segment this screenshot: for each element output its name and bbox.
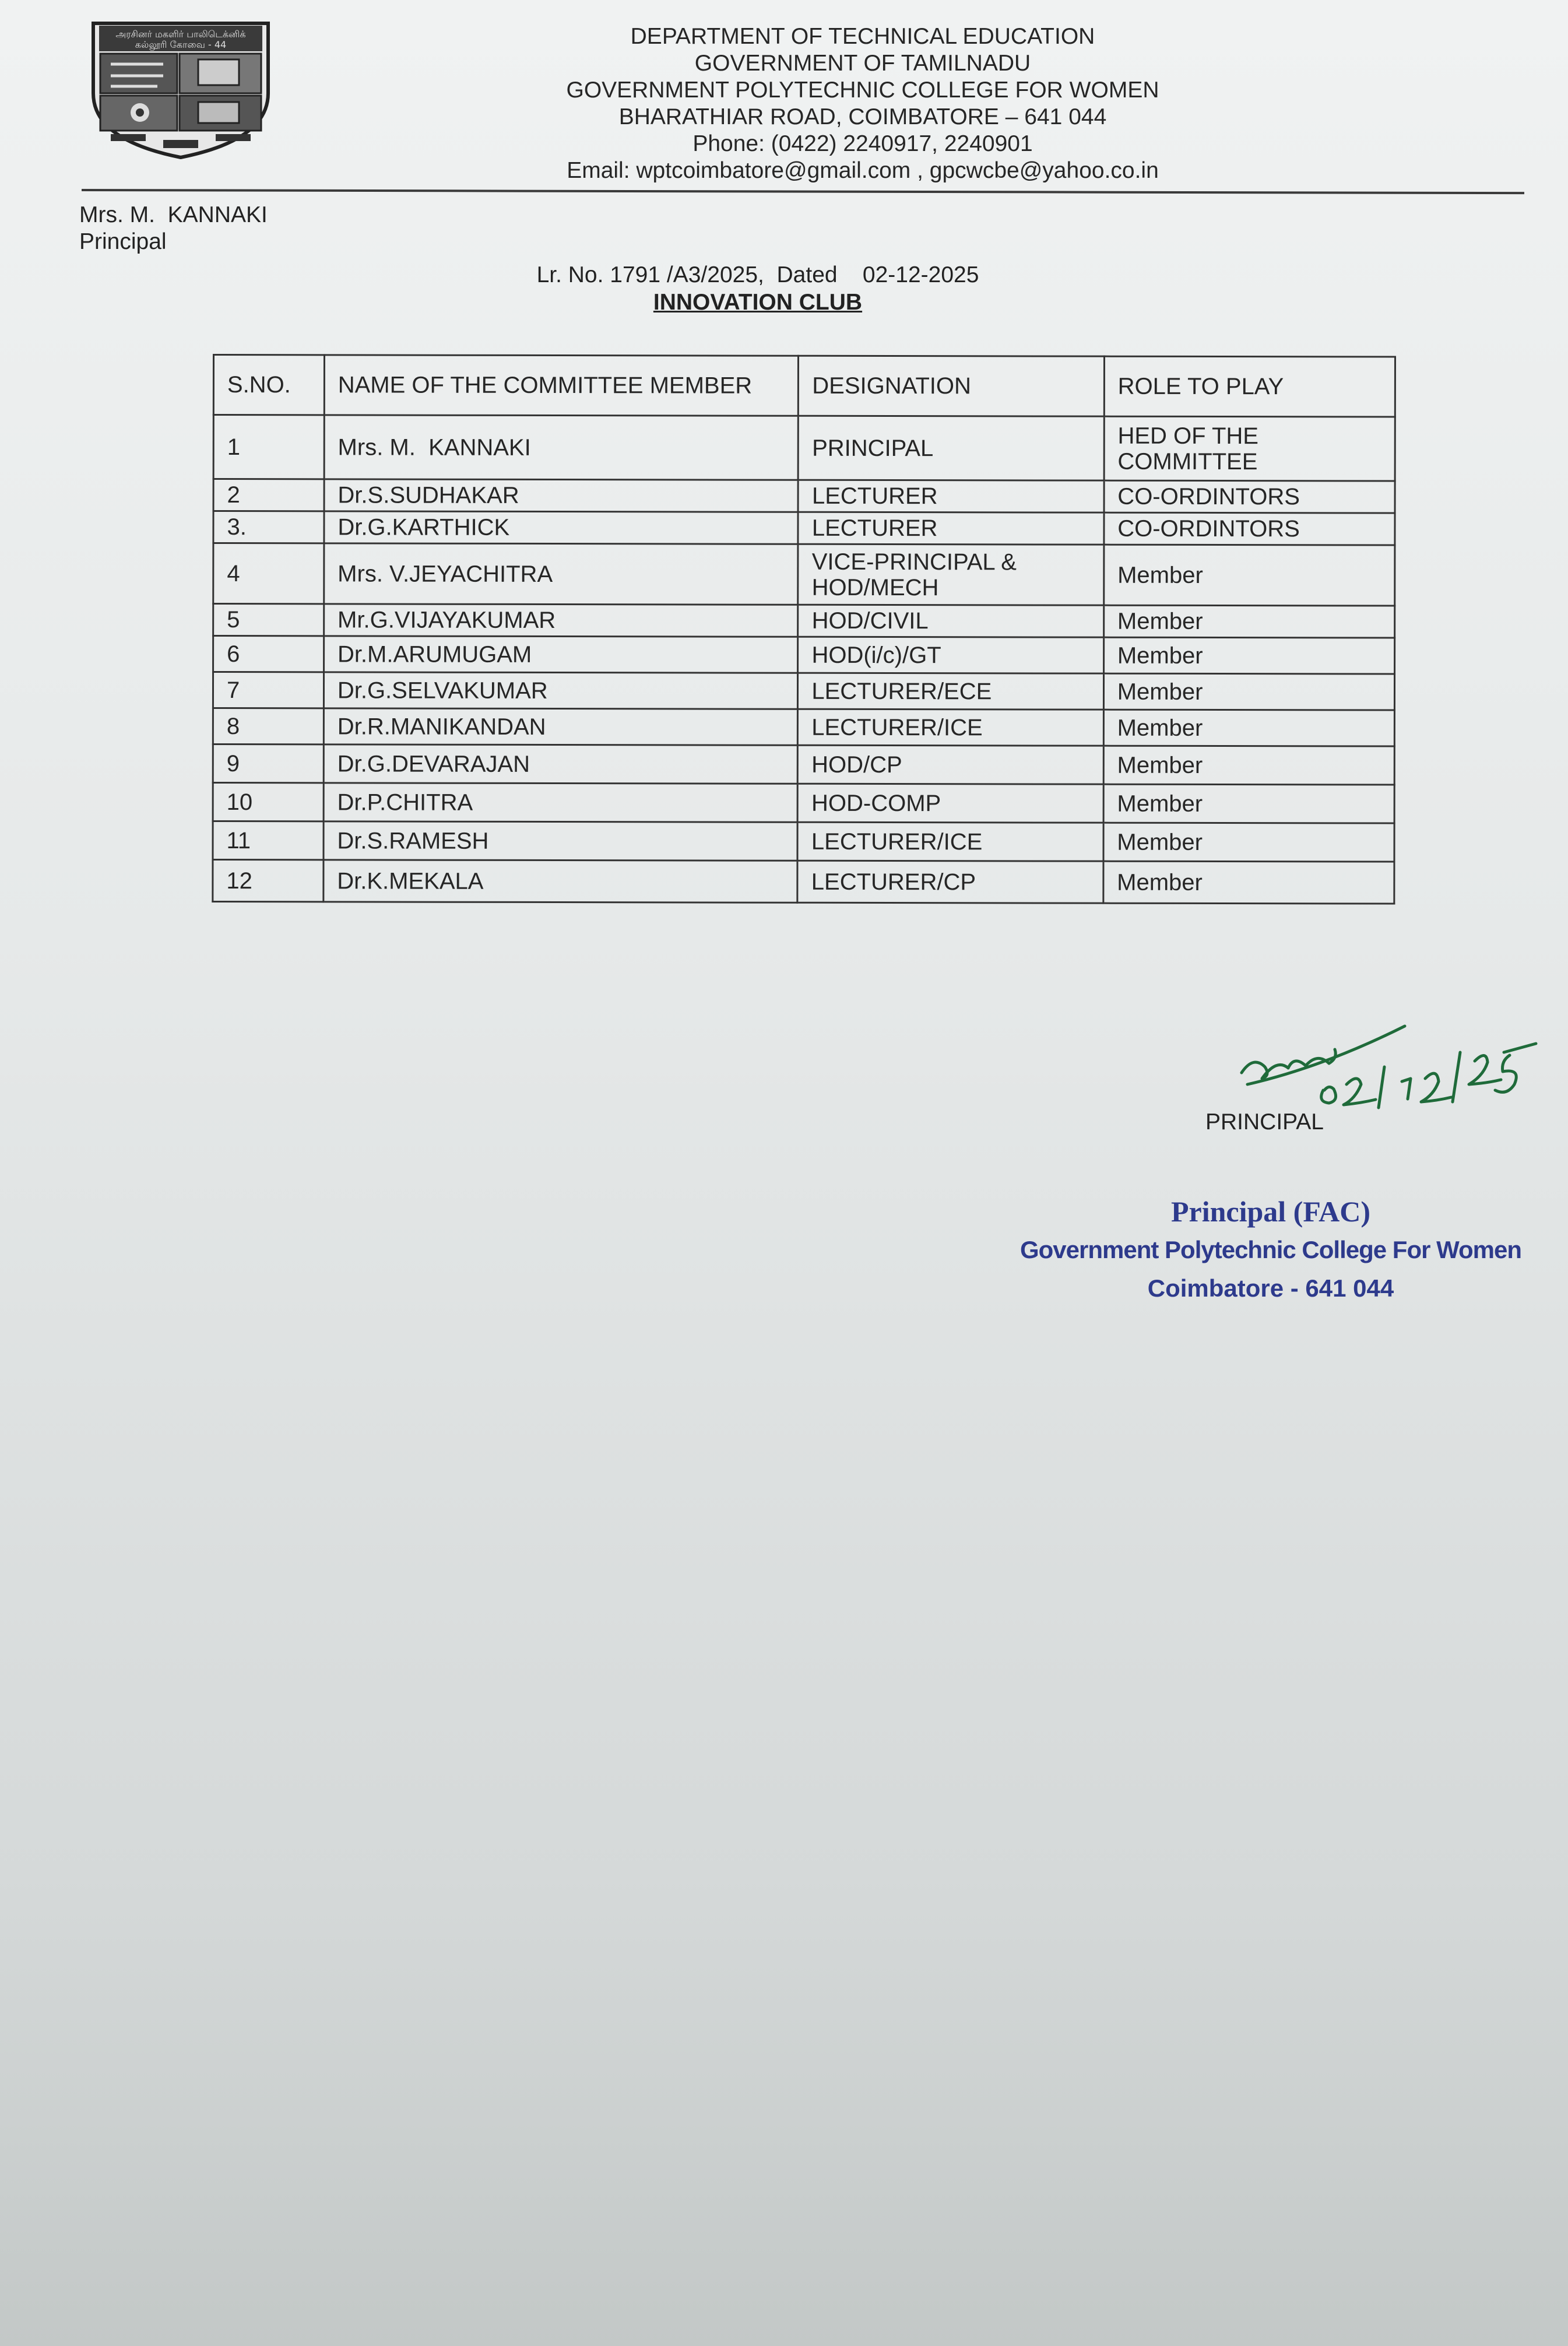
row-serial-number: 7 <box>213 672 324 708</box>
row-role: HED OF THE COMMITTEE <box>1104 416 1395 481</box>
row-member-name: Dr.G.DEVARAJAN <box>324 744 798 784</box>
sender-title: Principal <box>79 229 167 254</box>
column-header: DESIGNATION <box>799 356 1105 416</box>
row-serial-number: 5 <box>213 604 324 636</box>
row-designation: LECTURER/CP <box>797 861 1103 903</box>
row-serial-number: 8 <box>213 708 324 744</box>
department-name: DEPARTMENT OF TECHNICAL EDUCATION <box>630 24 1095 49</box>
column-header: NAME OF THE COMMITTEE MEMBER <box>324 355 799 416</box>
row-serial-number: 11 <box>213 821 324 860</box>
stamp-college: Government Polytechnic College For Women <box>1019 1236 1522 1263</box>
row-serial-number: 10 <box>213 783 324 821</box>
svg-text:கல்லூரி கோவை - 44: கல்லூரி கோவை - 44 <box>135 39 227 50</box>
college-name: GOVERNMENT POLYTECHNIC COLLEGE FOR WOMEN <box>566 78 1159 103</box>
row-serial-number: 6 <box>213 636 324 672</box>
row-serial-number: 1 <box>213 415 324 479</box>
row-member-name: Dr.S.SUDHAKAR <box>324 479 799 512</box>
row-member-name: Mrs. V.JEYACHITRA <box>324 543 799 605</box>
row-designation: HOD(i/c)/GT <box>798 637 1103 673</box>
row-role: Member <box>1103 710 1394 746</box>
row-designation: LECTURER/ICE <box>797 822 1103 861</box>
row-serial-number: 2 <box>213 479 324 511</box>
table-row <box>213 479 1395 514</box>
table-row <box>213 821 1394 862</box>
letter-subject: INNOVATION CLUB <box>653 290 863 315</box>
row-role: Member <box>1103 605 1394 638</box>
row-member-name: Mr.G.VIJAYAKUMAR <box>324 604 799 637</box>
row-designation: HOD/CP <box>798 745 1103 784</box>
row-designation: LECTURER/ICE <box>798 709 1103 746</box>
row-member-name: Dr.S.RAMESH <box>324 821 798 861</box>
sender-name: Mrs. M. KANNAKI <box>79 202 268 227</box>
table-row <box>213 543 1395 606</box>
row-member-name: Mrs. M. KANNAKI <box>324 415 799 480</box>
letter-reference: Lr. No. 1791 /A3/2025, Dated 02-12-2025 <box>536 262 979 287</box>
column-header: S.NO. <box>213 355 324 415</box>
table-row <box>213 672 1394 711</box>
college-address: BHARATHIAR ROAD, COIMBATORE – 641 044 <box>618 104 1107 129</box>
row-member-name: Dr.G.SELVAKUMAR <box>324 672 798 709</box>
sender-block <box>79 202 268 255</box>
row-member-name: Dr.R.MANIKANDAN <box>324 708 798 745</box>
table-row <box>213 511 1395 546</box>
column-header: ROLE TO PLAY <box>1104 356 1395 417</box>
row-designation: VICE-PRINCIPAL & HOD/MECH <box>798 544 1104 605</box>
row-serial-number: 12 <box>213 860 324 902</box>
table-row <box>213 636 1395 675</box>
row-designation: HOD/CIVIL <box>798 605 1103 637</box>
row-member-name: Dr.P.CHITRA <box>324 783 798 822</box>
row-role: Member <box>1103 746 1394 785</box>
row-member-name: Dr.K.MEKALA <box>324 860 798 902</box>
phone-numbers: Phone: (0422) 2240917, 2240901 <box>692 131 1033 156</box>
row-serial-number: 9 <box>213 744 324 783</box>
committee-table <box>212 354 1396 905</box>
row-member-name: Dr.G.KARTHICK <box>324 511 799 544</box>
table-row <box>213 860 1394 904</box>
table-row <box>213 604 1395 638</box>
row-designation: LECTURER <box>798 480 1103 512</box>
svg-text:அரசினர் மகளிர் பாலிடெக்னிக்: அரசினர் மகளிர் பாலிடெக்னிக் <box>115 29 246 40</box>
row-role: CO-ORDINTORS <box>1104 512 1395 545</box>
row-role: Member <box>1103 784 1394 823</box>
row-role: Member <box>1103 823 1394 862</box>
row-serial-number: 4 <box>213 543 324 604</box>
table-row <box>213 744 1394 785</box>
government-name: GOVERNMENT OF TAMILNADU <box>694 51 1031 76</box>
signatory-label: PRINCIPAL <box>1205 1109 1324 1135</box>
row-role: Member <box>1103 637 1394 674</box>
row-member-name: Dr.M.ARUMUGAM <box>324 636 798 673</box>
letterhead <box>501 23 1224 184</box>
email-addresses: Email: wptcoimbatore@gmail.com , gpcwcbe@yahoo.co.in <box>567 158 1159 183</box>
row-designation: HOD-COMP <box>797 784 1103 823</box>
header-divider <box>82 189 1524 194</box>
principal-stamp <box>991 1192 1551 1308</box>
row-role: Member <box>1103 673 1394 710</box>
row-role: Member <box>1103 545 1394 606</box>
table-header-row <box>213 355 1395 417</box>
stamp-city: Coimbatore - 641 044 <box>1147 1274 1394 1302</box>
row-serial-number: 3. <box>213 511 324 543</box>
row-designation: PRINCIPAL <box>799 416 1105 480</box>
principal-signature <box>1236 1003 1539 1114</box>
row-designation: LECTURER/ECE <box>798 673 1103 710</box>
row-designation: LECTURER <box>798 512 1103 545</box>
stamp-title: Principal (FAC) <box>1170 1195 1371 1228</box>
row-role: CO-ORDINTORS <box>1104 480 1395 513</box>
row-role: Member <box>1103 861 1394 904</box>
table-row <box>213 783 1394 824</box>
table-row <box>213 415 1395 482</box>
table-row <box>213 708 1394 747</box>
college-emblem-icon <box>87 17 274 160</box>
